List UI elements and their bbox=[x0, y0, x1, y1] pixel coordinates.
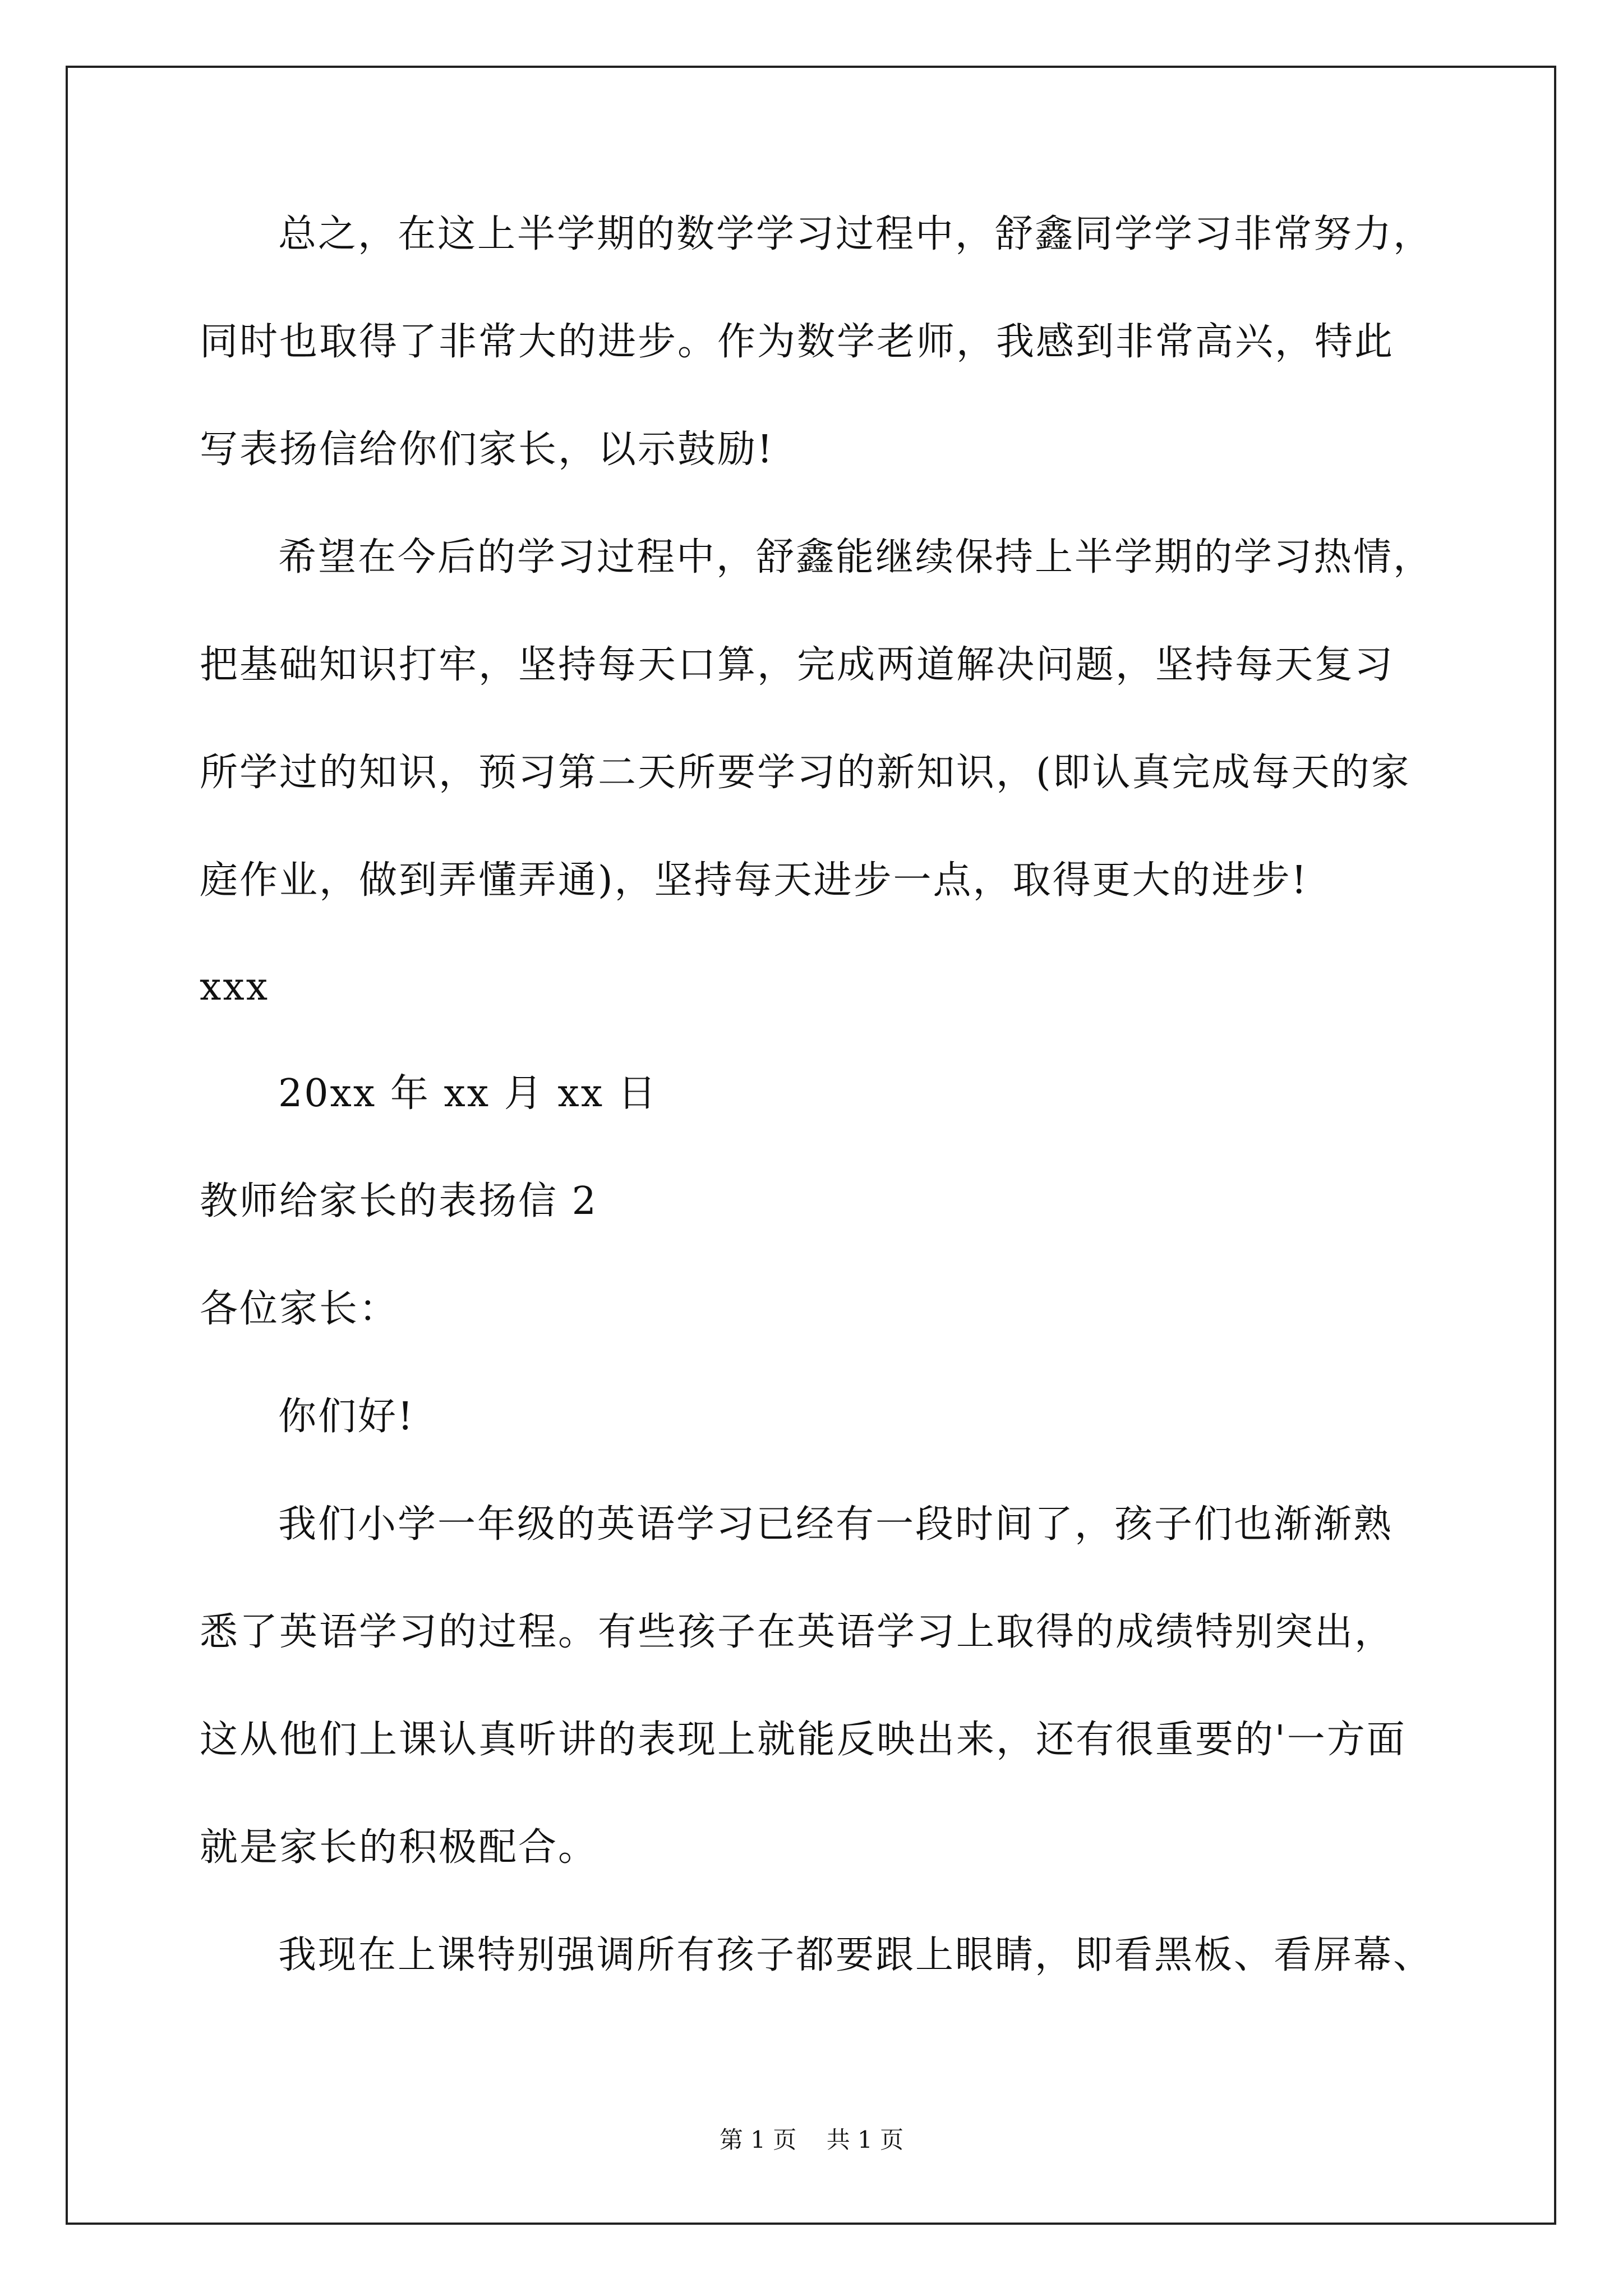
greeting: 你们好! bbox=[278, 1395, 415, 1439]
paragraph-line: 把基础知识打牢，坚持每天口算，完成两道解决问题，坚持每天复习 bbox=[200, 643, 1395, 687]
page-number-footer: 第 1 页 共 1 页 bbox=[719, 2126, 904, 2154]
salutation: 各位家长： bbox=[200, 1287, 399, 1331]
paragraph-line: 这从他们上课认真听讲的表现上就能反映出来，还有很重要的'一方面 bbox=[200, 1718, 1407, 1762]
paragraph-line: 写表扬信给你们家长，以示鼓励! bbox=[200, 427, 774, 472]
paragraph-line: 所学过的知识，预习第二天所要学习的新知识，(即认真完成每天的家 bbox=[200, 751, 1411, 795]
page-border bbox=[66, 66, 1556, 2225]
paragraph-line: 就是家长的积极配合。 bbox=[200, 1825, 598, 1870]
paragraph-line: 总之，在这上半学期的数学学习过程中，舒鑫同学学习非常努力， bbox=[278, 212, 1433, 256]
paragraph-line: 我们小学一年级的英语学习已经有一段时间了，孩子们也渐渐熟 bbox=[278, 1502, 1394, 1547]
letter-date: 20xx 年 xx 月 xx 日 bbox=[278, 1071, 658, 1116]
section-title: 教师给家长的表扬信 2 bbox=[200, 1179, 598, 1223]
paragraph-line: 希望在今后的学习过程中，舒鑫能继续保持上半学期的学习热情， bbox=[278, 535, 1433, 579]
signature-name: xxx bbox=[200, 965, 270, 1009]
paragraph-line: 悉了英语学习的过程。有些孩子在英语学习上取得的成绩特别突出， bbox=[200, 1610, 1395, 1654]
paragraph-line: 同时也取得了非常大的进步。作为数学老师，我感到非常高兴，特此 bbox=[200, 320, 1395, 364]
paragraph-line: 庭作业，做到弄懂弄通)，坚持每天进步一点，取得更大的进步! bbox=[200, 858, 1308, 903]
paragraph-line: 我现在上课特别强调所有孩子都要跟上眼睛，即看黑板、看屏幕、 bbox=[278, 1933, 1433, 1977]
